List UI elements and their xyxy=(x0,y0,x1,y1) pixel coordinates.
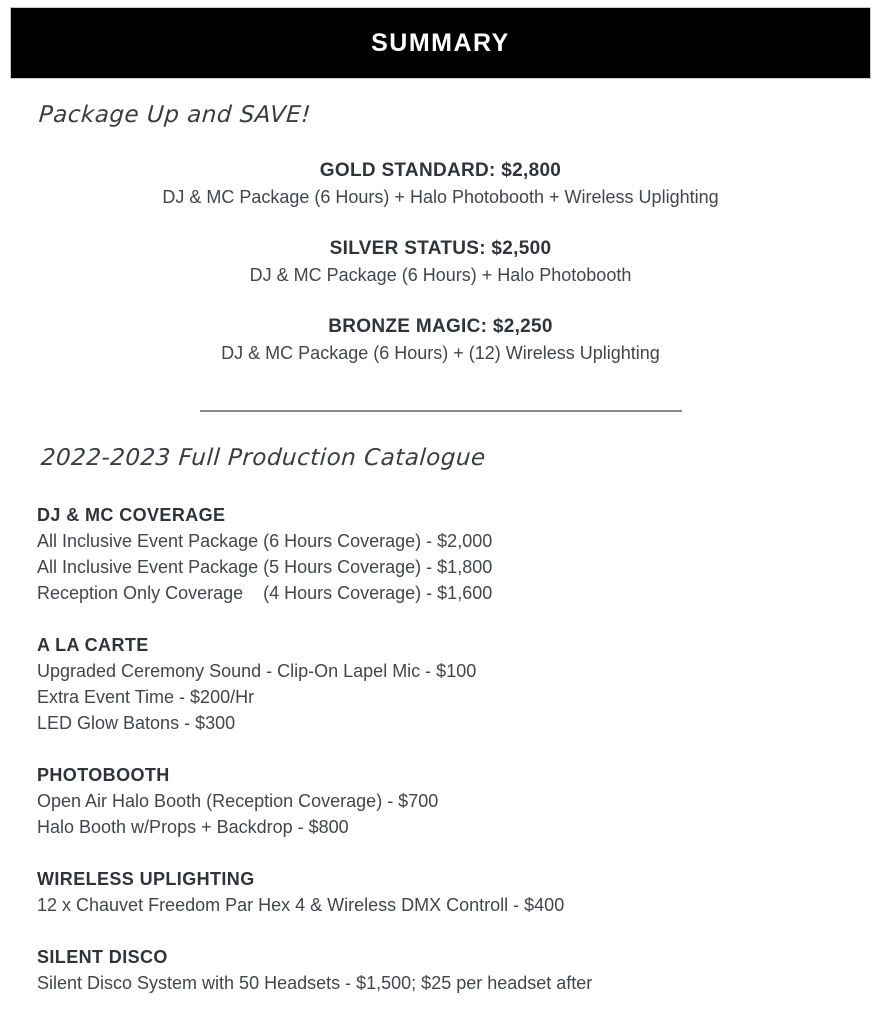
package-gold-standard xyxy=(0,158,881,210)
section-divider xyxy=(200,410,682,412)
catalogue-item: LED Glow Batons - $300 xyxy=(37,713,236,733)
section-photobooth xyxy=(37,762,847,840)
catalogue-item: Extra Event Time - $200/Hr xyxy=(37,687,255,707)
catalogue-item: Silent Disco System with 50 Headsets - $1,500; $25 per headset after xyxy=(37,973,593,993)
package-title: BRONZE MAGIC: $2,250 xyxy=(328,316,553,337)
section-heading: SILENT DISCO xyxy=(37,947,168,967)
section-a-la-carte xyxy=(37,632,847,736)
section-heading: A LA CARTE xyxy=(37,635,149,655)
catalogue-item: Upgraded Ceremony Sound - Clip-On Lapel Mic - $100 xyxy=(37,661,477,681)
section-heading: WIRELESS UPLIGHTING xyxy=(37,869,255,889)
catalogue-item: All Inclusive Event Package (6 Hours Coverage) - $2,000 xyxy=(37,531,493,551)
package-bronze-magic xyxy=(0,314,881,366)
page-title: SUMMARY xyxy=(371,28,510,57)
package-title: SILVER STATUS: $2,500 xyxy=(329,238,552,259)
section-heading: DJ & MC COVERAGE xyxy=(37,505,226,525)
catalogue-item: Reception Only Coverage (4 Hours Coverage) - $1,600 xyxy=(37,583,493,603)
catalogue-item: Open Air Halo Booth (Reception Coverage) - $700 xyxy=(37,791,439,811)
package-tier-list xyxy=(0,158,881,392)
package-description: DJ & MC Package (6 Hours) + Halo Photobooth xyxy=(249,265,632,285)
catalogue-title: 2022-2023 Full Production Catalogue xyxy=(40,445,487,471)
summary-header-bar xyxy=(10,7,871,79)
package-silver-status xyxy=(0,236,881,288)
catalogue-item: All Inclusive Event Package (5 Hours Coverage) - $1,800 xyxy=(37,557,493,577)
catalogue xyxy=(37,502,847,1022)
package-title: GOLD STANDARD: $2,800 xyxy=(319,160,562,181)
catalogue-item: 12 x Chauvet Freedom Par Hex 4 & Wireless DMX Controll - $400 xyxy=(37,895,565,915)
section-dj-mc-coverage xyxy=(37,502,847,606)
section-wireless-uplighting xyxy=(37,866,847,918)
section-silent-disco xyxy=(37,944,847,996)
package-description: DJ & MC Package (6 Hours) + (12) Wireless Uplighting xyxy=(221,343,660,363)
section-heading: PHOTOBOOTH xyxy=(37,765,170,785)
package-description: DJ & MC Package (6 Hours) + Halo Photobooth + Wireless Uplighting xyxy=(162,187,719,207)
catalogue-item: Halo Booth w/Props + Backdrop - $800 xyxy=(37,817,349,837)
promo-tagline: Package Up and SAVE! xyxy=(38,102,312,128)
